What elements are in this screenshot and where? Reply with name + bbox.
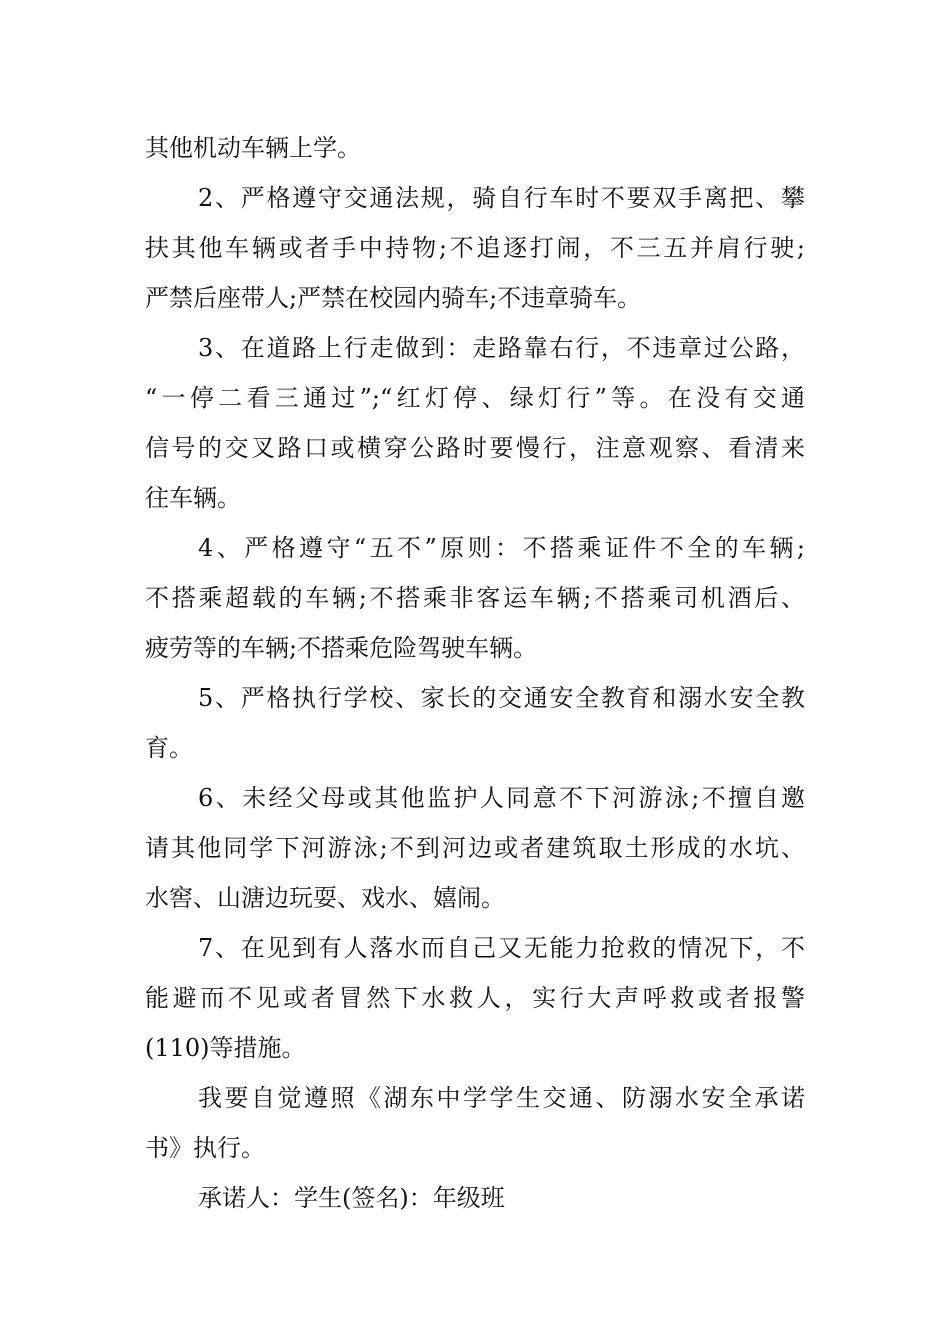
text-line: 不搭乘超载的车辆;不搭乘非客运车辆;不搭乘司机酒后、 — [145, 584, 805, 612]
text-line: 6、未经父母或其他监护人同意不下河游泳;不擅自邀 — [198, 784, 805, 812]
text-line: 2、严格遵守交通法规，骑自行车时不要双手离把、攀 — [198, 184, 805, 212]
text-line: 往车辆。 — [145, 484, 241, 512]
text-line: 我要自觉遵照《湖东中学学生交通、防溺水安全承诺 — [198, 1084, 805, 1112]
text-line: 4、严格遵守“五不”原则：不搭乘证件不全的车辆; — [198, 534, 805, 562]
text-line: 5、严格执行学校、家长的交通安全教育和溺水安全教 — [198, 684, 805, 712]
text-line: 其他机动车辆上学。 — [145, 134, 361, 162]
text-line: 水窖、山溏边玩耍、戏水、嬉闹。 — [145, 884, 505, 912]
text-line: 能避而不见或者冒然下水救人，实行大声呼救或者报警 — [145, 984, 805, 1012]
text-line: 疲劳等的车辆;不搭乘危险驾驶车辆。 — [145, 634, 538, 662]
text-line: “一停二看三通过”;“红灯停、绿灯行”等。在没有交通 — [145, 384, 805, 412]
text-line: (110)等措施。 — [145, 1034, 306, 1062]
text-line: 育。 — [145, 734, 193, 762]
text-line: 书》执行。 — [145, 1134, 265, 1162]
text-line: 扶其他车辆或者手中持物;不追逐打闹，不三五并肩行驶; — [145, 234, 805, 262]
text-line: 7、在见到有人落水而自己又无能力抢救的情况下，不 — [198, 934, 805, 962]
text-line: 信号的交叉路口或横穿公路时要慢行，注意观察、看清来 — [145, 434, 805, 462]
text-line: 严禁后座带人;严禁在校园内骑车;不违章骑车。 — [145, 284, 642, 312]
text-line: 3、在道路上行走做到：走路靠右行，不违章过公路， — [198, 334, 805, 362]
signature-line: 承诺人：学生(签名)：年级班 — [198, 1184, 505, 1212]
text-line: 请其他同学下河游泳;不到河边或者建筑取土形成的水坑、 — [145, 834, 805, 862]
